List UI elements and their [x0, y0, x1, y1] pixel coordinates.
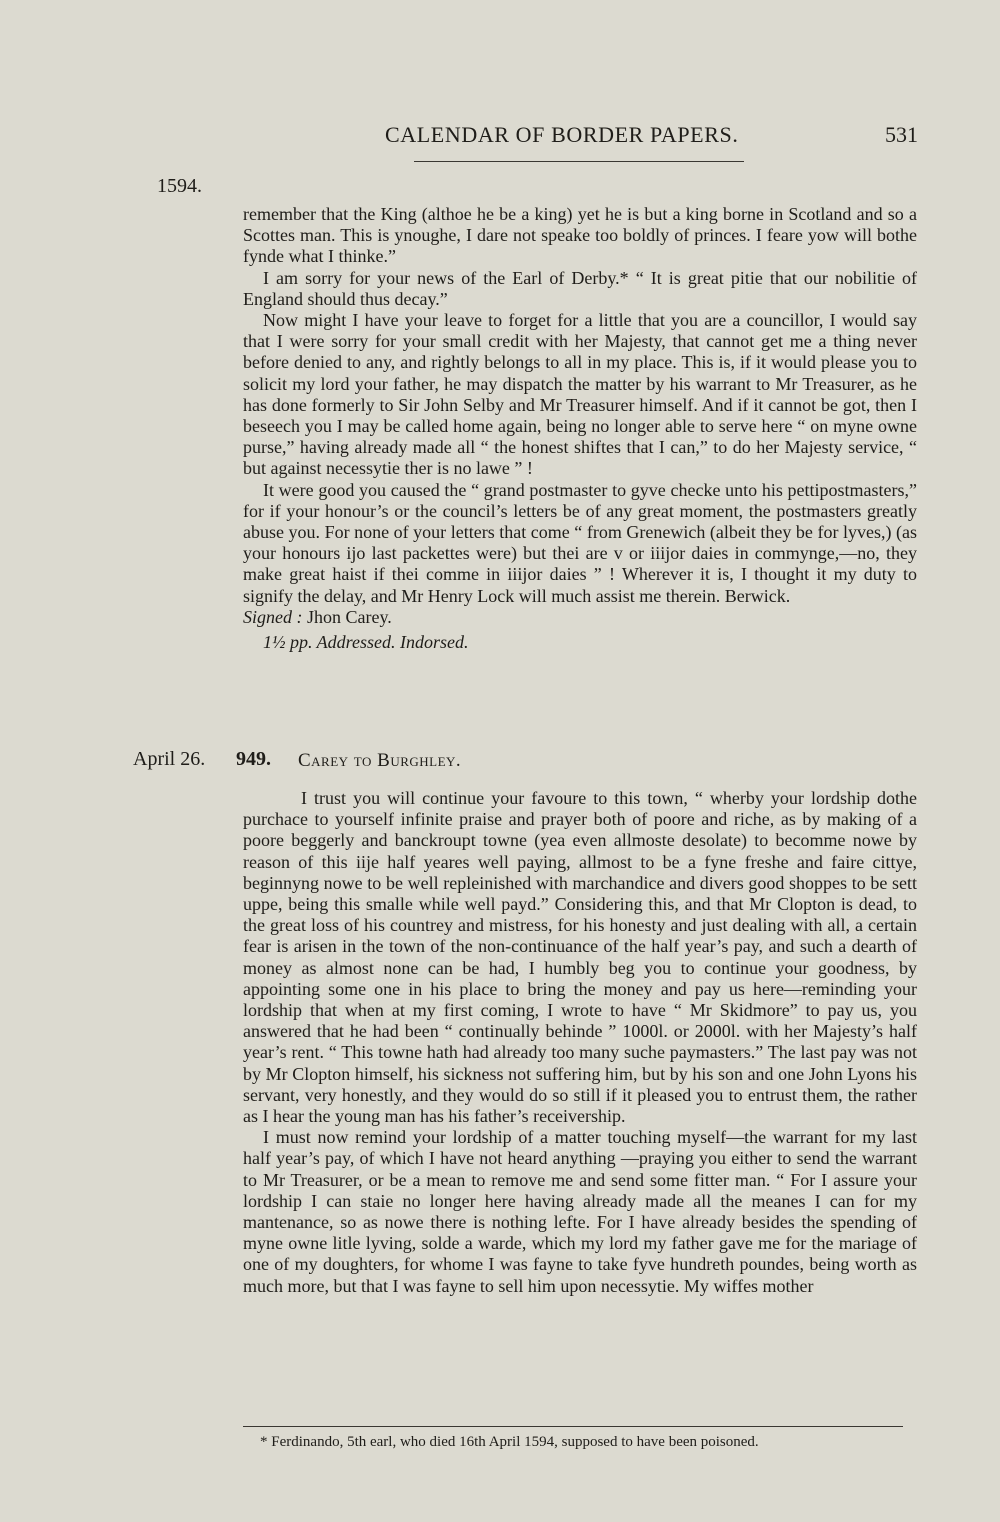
continued-letter — [243, 204, 917, 653]
signature-line — [243, 607, 917, 628]
entry-date: April 26. — [133, 748, 206, 770]
margin-year: 1594. — [157, 175, 202, 197]
entry-number: 949. — [236, 748, 271, 770]
header-rule — [414, 161, 744, 162]
paragraph: remember that the King (althoe he be a king) yet he is but a king borne in Scotland and so a Scottes man. This is ynoughe, I dare not speake too boldly of princes. I feare yow will bothe fynde what I thinke.” — [243, 204, 917, 267]
page-number: 531 — [885, 122, 918, 147]
footnote: * Ferdinando, 5th earl, who died 16th April 1594, supposed to have been poisoned. — [260, 1434, 759, 1450]
paragraph: I am sorry for your news of the Earl of Derby.* “ It is great pitie that our nobilitie of England should thus decay.” — [243, 267, 917, 309]
entry-body — [243, 788, 917, 1297]
paragraph: I trust you will continue your favoure to this town, “ wherby your lordship dothe purchace to yourself infinite praise and prayer both of poore and riche, as by making of a poore beggerly and banckroupt towne (yea even allmoste desolate) to becomme nowe by reason of this iije half yeares well paying, allmost to be a fyne freshe and faire cittye, beginnyng nowe to be well repleinished with marchandice and divers good shoppes to be sett uppe, being this smalle while well payd.” Considering this, and that Mr Clopton is dead, to the great loss of his countrey and mistress, for his honesty and just dealing with all, a certain fear is arisen in the town of the non-continuance of the half year’s pay, and such a dearth of money as almost none can be had, I humbly beg you to continue your goodness, by appointing some one in his place to bring the money and pay us here—reminding your lordship that when at my first coming, I wrote to have “ Mr Skidmore” to pay us, you answered that he had been “ continually behinde ” 1000l. or 2000l. with her Majesty’s half year’s rent. “ This towne hath had already too many suche paymasters.” The last pay was not by Mr Clopton himself, his sickness not suffering him, but by his son and one John Lyons his servant, very honestly, and they would do so still if it pleased you to entrust them, the rather as I hear the young man has his father’s receivership. — [243, 788, 917, 1127]
signer-name: Jhon Carey. — [306, 606, 392, 627]
paragraph: Now might I have your leave to forget for a little that you are a councillor, I would say that I were sorry for your small credit with her Majesty, that cannot get me a thing never before denied to any, and rightly belongs to all in my place. This is, if it would please you to solicit my lord your father, he may dispatch the matter by his warrant to Mr Treasurer, as he has done formerly to Sir John Selby and Mr Treasurer himself. And if it cannot be got, then I beseech you I may be called home again, being no longer able to serve here “ on myne owne purse,” having already made all “ the honest shiftes that I can,” to do her Majesty service, “ but against necessytie ther is no lawe ” ! — [243, 310, 917, 479]
signed-label: Signed : — [243, 606, 303, 627]
endorsement: 1½ pp. Addressed. Indorsed. — [263, 632, 469, 653]
footnote-rule — [243, 1426, 903, 1427]
paragraph: It were good you caused the “ grand postmaster to gyve checke unto his pettipostmasters,” for if your honour’s or the council’s letters be of any great moment, the postmasters greatly abuse you. For none of your letters that come “ from Grenewich (albeit they be for lyves,) (as your honours ijo last packettes were) but thei are v or iiijor daies in commynge,—no, they make great haist if thei comme in iiijor daies ” ! Wherever it is, I thought it my duty to signify the delay, and Mr Henry Lock will much assist me therein. Berwick. — [243, 479, 917, 606]
running-title: CALENDAR OF BORDER PAPERS. — [385, 122, 739, 147]
entry-title: Carey to Burghley. — [298, 750, 462, 771]
paragraph: I must now remind your lordship of a matter touching myself—the warrant for my last half year’s pay, of which I have not heard anything —praying you either to send the warrant to Mr Treasurer, or be a mean to remove me and send some fitter man. “ For I assure your lordship I can staie no longer here having already made all the meanes I can for my mantenance, so as nowe there is nothing lefte. For I have already besides the spending of myne owne litle lyving, solde a warde, which my lord my father gave me for the mariage of one of my doughters, for whome I was fayne to take fyve hundreth poundes, being worth as much more, but that I was fayne to sell him upon necessytie. My wiffes mother — [243, 1127, 917, 1296]
